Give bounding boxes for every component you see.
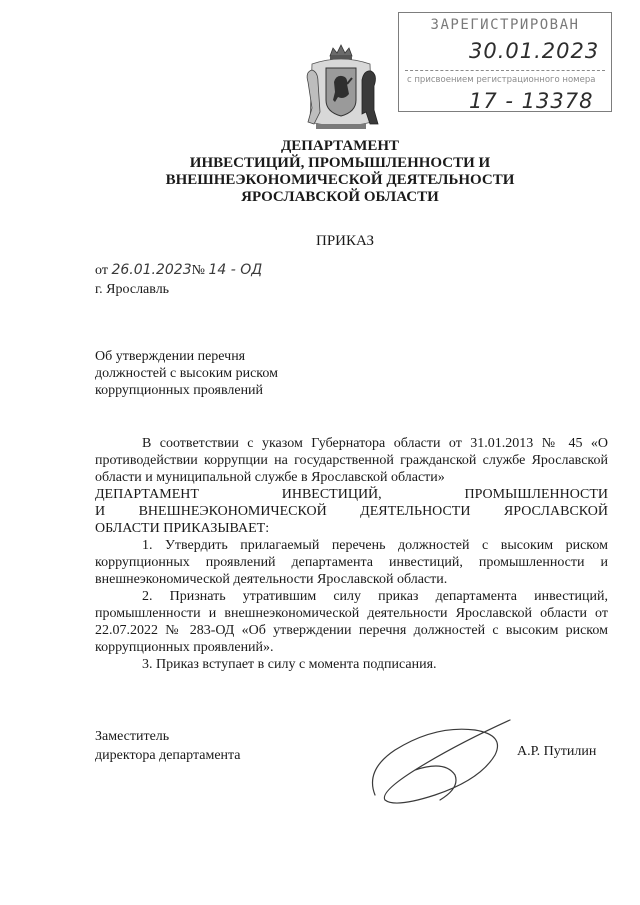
signer-position xyxy=(95,727,241,765)
stamp-caption: с присвоением регистрационного номера xyxy=(407,75,596,85)
stamp-title: ЗАРЕГИСТРИРОВАН xyxy=(430,17,580,33)
coat-of-arms-emblem xyxy=(300,42,382,134)
handwritten-order-number: 14 - ОД xyxy=(208,262,263,278)
subject-line: Об утверждении перечня xyxy=(95,349,246,364)
subject-line: должностей с высоким риском xyxy=(95,366,278,381)
signer-position-line: директора департамента xyxy=(95,748,241,763)
heading-line: ДЕПАРТАМЕНТ xyxy=(280,138,400,154)
stamp-divider xyxy=(405,70,605,71)
signer-name: А.Р. Путилин xyxy=(517,744,597,759)
heading-line: ЯРОСЛАВСКОЙ ОБЛАСТИ xyxy=(241,189,439,205)
order-title: ПРИКАЗ xyxy=(316,233,374,249)
order-item-3: 3. Приказ вступает в силу с момента подписания. xyxy=(142,657,437,672)
order-date-line xyxy=(95,262,262,279)
directive-line: ДЕПАРТАМЕНТ ИНВЕСТИЦИЙ, ПРОМЫШЛЕННОСТИ xyxy=(95,487,608,502)
handwritten-signature xyxy=(355,700,525,820)
number-sign: № xyxy=(191,263,205,278)
city: г. Ярославль xyxy=(95,282,170,297)
department-heading xyxy=(120,138,560,206)
stamp-date: 30.01.2023 xyxy=(469,39,600,63)
registration-stamp xyxy=(398,12,612,112)
heading-line: ИНВЕСТИЦИЙ, ПРОМЫШЛЕННОСТИ И xyxy=(189,155,491,171)
date-prefix: от xyxy=(95,263,108,278)
stamp-number: 17 - 13378 xyxy=(469,89,594,113)
directive-line: ОБЛАСТИ ПРИКАЗЫВАЕТ: xyxy=(95,521,270,536)
directive-line: И ВНЕШНЕЭКОНОМИЧЕСКОЙ ДЕЯТЕЛЬНОСТИ ЯРОСЛАВСКОЙ xyxy=(95,504,608,519)
preamble-paragraph: В соответствии с указом Губернатора области от 31.01.2013 № 45 «О противодействии коррупции на государственной гражданской службе Ярославской области и муниципальной службе в Ярославской области» xyxy=(95,436,608,485)
order-subject xyxy=(95,348,355,399)
order-item-2: 2. Признать утратившим силу приказ департамента инвестиций, промышленности и внешнеэкономической деятельности Ярославской области от 22.07.2022 № 283-ОД «Об утверждении перечня должностей с высоким риском коррупционных проявлений». xyxy=(95,589,608,655)
order-body xyxy=(95,435,608,673)
handwritten-date: 26.01.2023 xyxy=(111,262,192,278)
order-item-1: 1. Утвердить прилагаемый перечень должностей с высоким риском коррупционных проявлений департамента инвестиций, промышленности и внешнеэкономической деятельности Ярославской области. xyxy=(95,538,608,587)
heading-line: ВНЕШНЕЭКОНОМИЧЕСКОЙ ДЕЯТЕЛЬНОСТИ xyxy=(165,172,515,188)
subject-line: коррупционных проявлений xyxy=(95,383,264,398)
signer-position-line: Заместитель xyxy=(95,729,170,744)
